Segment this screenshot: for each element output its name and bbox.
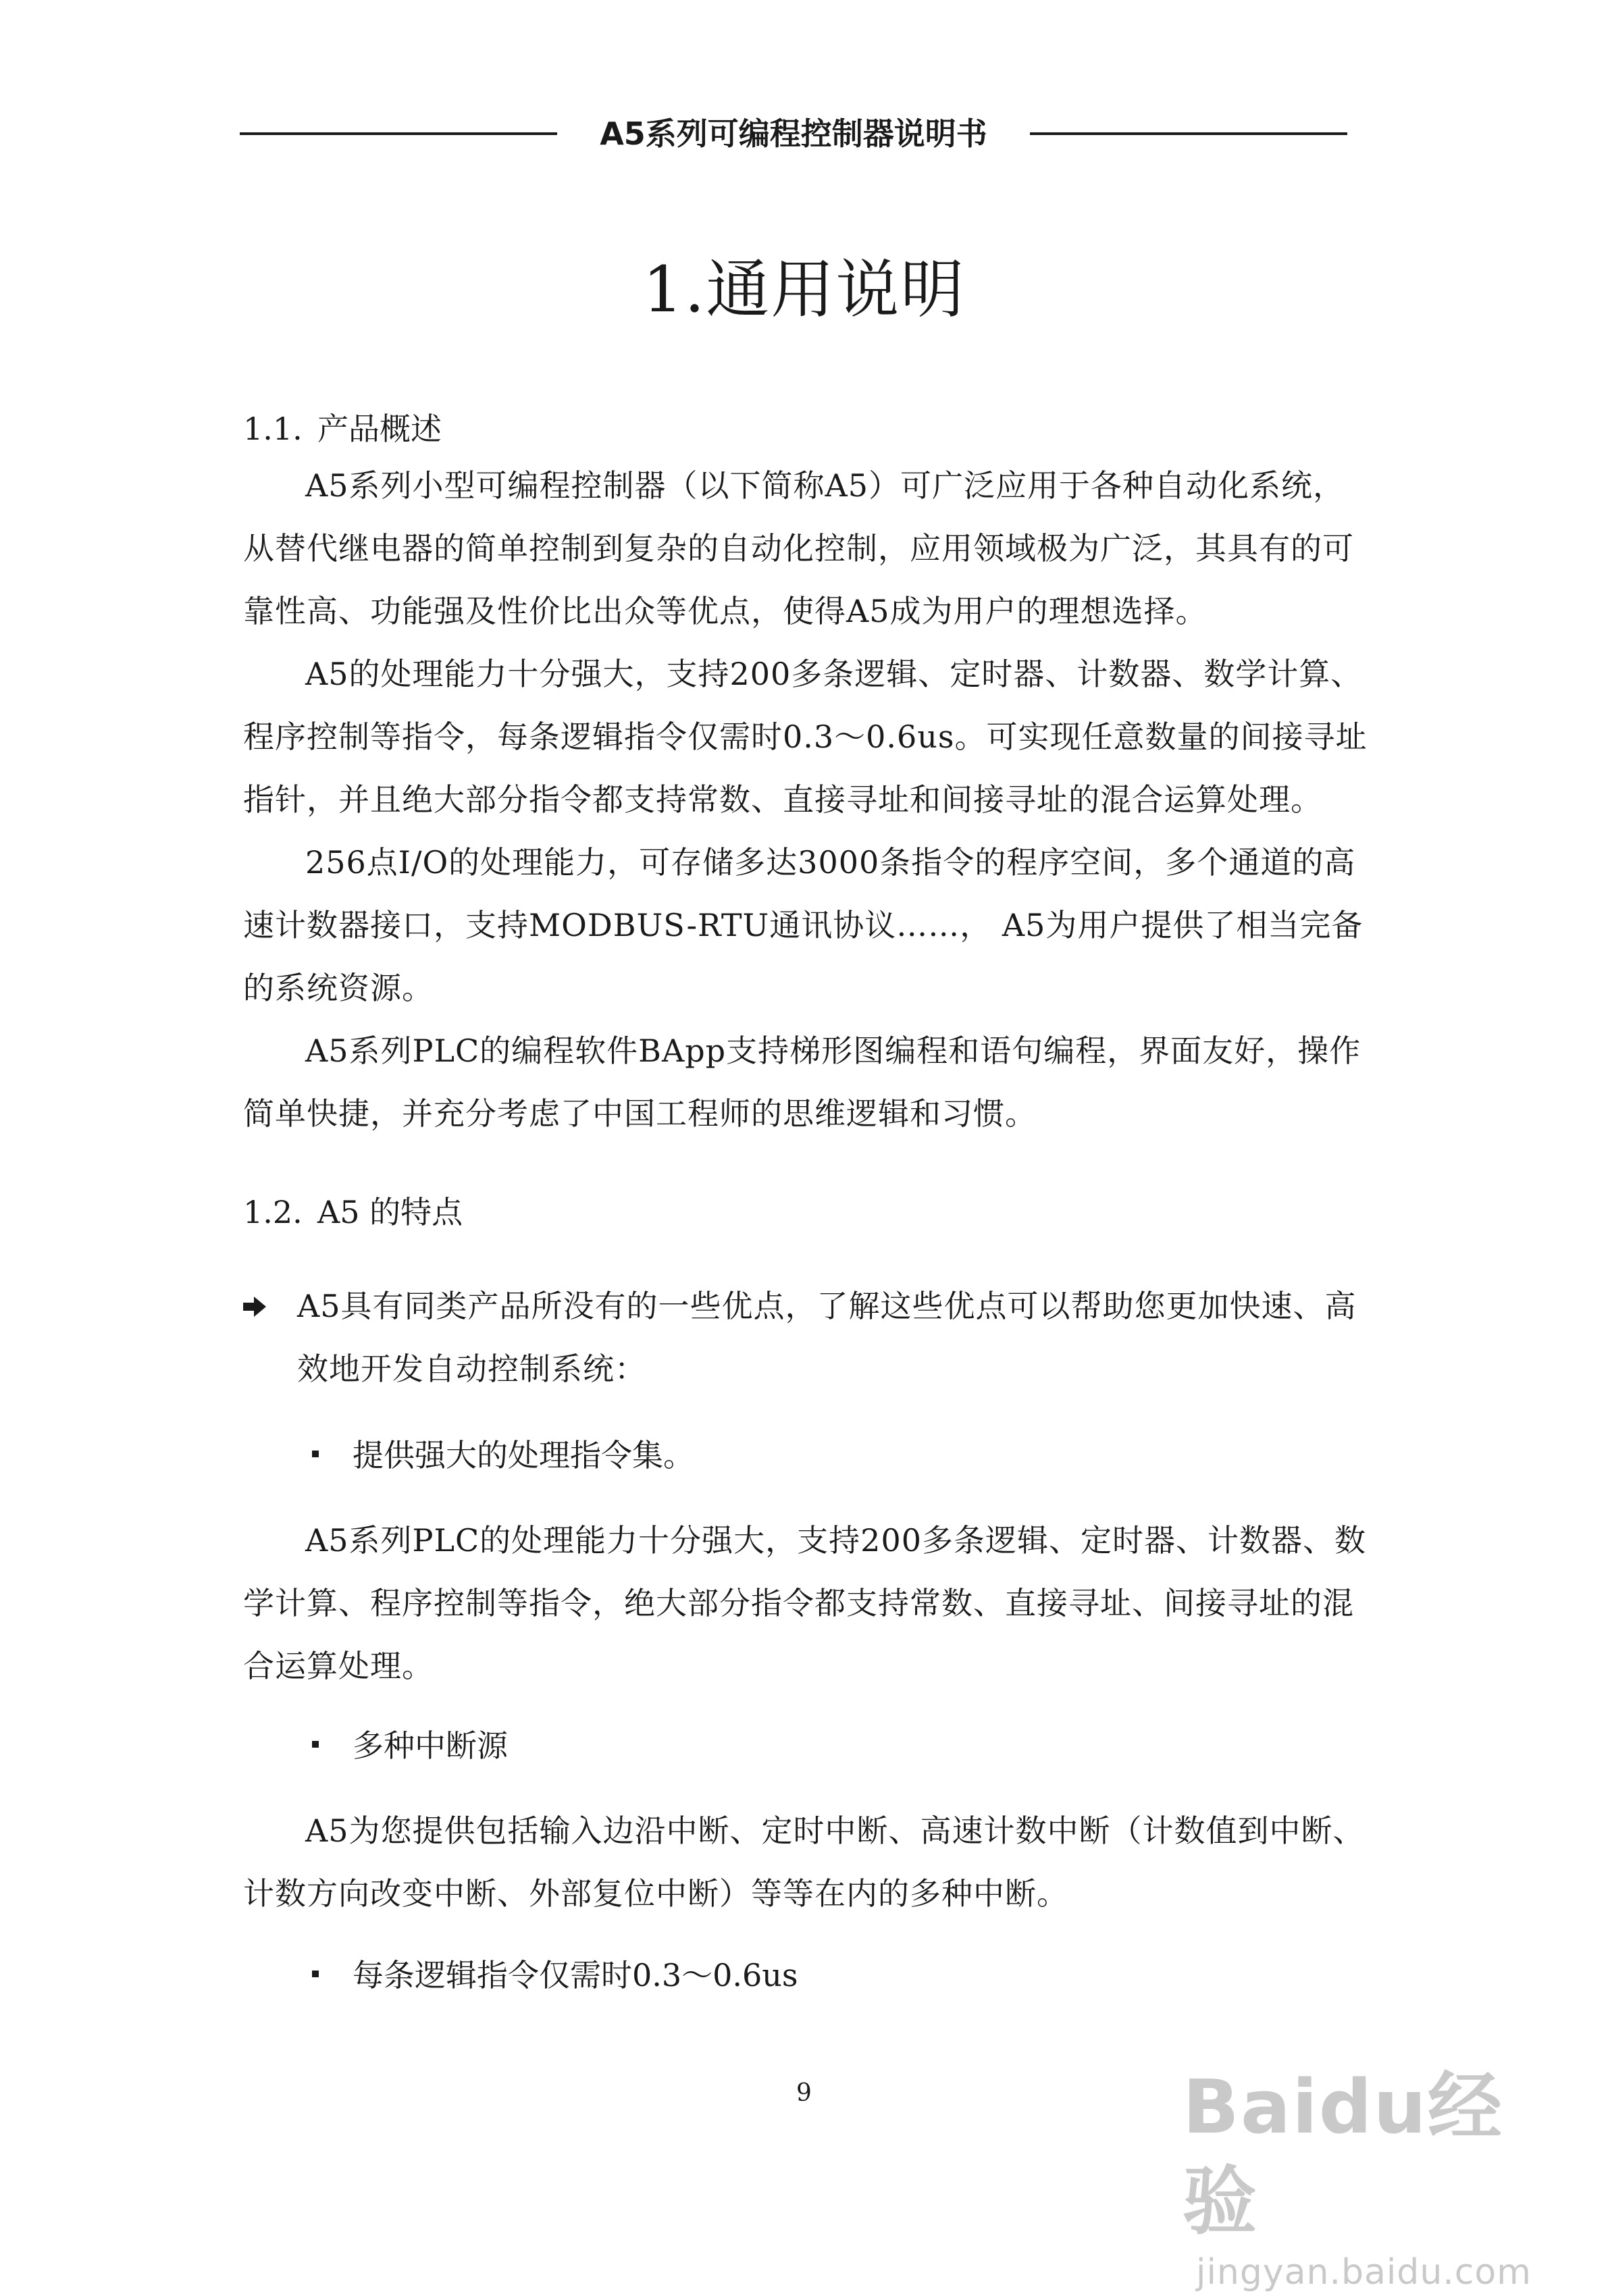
page-header [240, 113, 1347, 167]
section-title: A5 的特点 [317, 1194, 463, 1230]
paragraph-overview-3: 256点I/O的处理能力，可存储多达3000条指令的程序空间，多个通道的高速计数器接口，支持MODBUS-RTU通讯协议……， A5为用户提供了相当完备的系统资源。 [243, 844, 1364, 1006]
section-title: 产品概述 [317, 411, 442, 447]
feature-bullet-3 [312, 1955, 798, 1995]
square-bullet-icon [312, 1971, 319, 1977]
header-rule-left [240, 132, 557, 135]
watermark-logo: Baidu经验 [1183, 2064, 1503, 2245]
feature-title: 多种中断源 [353, 1727, 508, 1764]
section-number: 1.1. [243, 411, 303, 447]
section-heading-1-2 [243, 1192, 463, 1232]
paragraph-overview-1: A5系列小型可编程控制器（以下简称A5）可广泛应用于各种自动化系统，从替代继电器的简单控制到复杂的自动化控制，应用领域极为广泛，其具有的可靠性高、功能强及性价比出众等优点，使得A5成为用户的理想选择。 [243, 467, 1354, 629]
feature-bullet-1 [312, 1435, 694, 1476]
square-bullet-icon [312, 1741, 319, 1748]
feature-bullet-2 [312, 1725, 508, 1766]
feature-body-2: A5为您提供包括输入边沿中断、定时中断、高速计数中断（计数值到中断、计数方向改变中断、外部复位中断）等等在内的多种中断。 [243, 1812, 1365, 1912]
feature-title: 提供强大的处理指令集。 [353, 1437, 694, 1473]
square-bullet-icon [312, 1451, 319, 1457]
baidu-watermark [1183, 2060, 1534, 2293]
watermark-url: jingyan.baidu.com [1196, 2252, 1532, 2293]
header-title: A5系列可编程控制器说明书 [600, 115, 987, 152]
right-arrow-icon [243, 1275, 284, 1338]
chapter-title: 1.通用说明 [642, 253, 966, 327]
header-rule-right [1030, 132, 1347, 135]
paragraph-overview-2: A5的处理能力十分强大，支持200多条逻辑、定时器、计数器、数学计算、程序控制等指令，每条逻辑指令仅需时0.3～0.6us。可实现任意数量的间接寻址指针，并且绝大部分指令都支持常数、直接寻址和间接寻址的混合运算处理。 [243, 656, 1368, 818]
section-heading-1-1 [243, 409, 442, 449]
feature-title: 每条逻辑指令仅需时0.3～0.6us [353, 1957, 798, 1993]
paragraph-overview-4: A5系列PLC的编程软件BApp支持梯形图编程和语句编程，界面友好，操作简单快捷，并充分考虑了中国工程师的思维逻辑和习惯。 [243, 1033, 1361, 1132]
page-number: 9 [796, 2079, 812, 2107]
section-number: 1.2. [243, 1194, 303, 1230]
feature-body-1: A5系列PLC的处理能力十分强大，支持200多条逻辑、定时器、计数器、数学计算、程序控制等指令，绝大部分指令都支持常数、直接寻址、间接寻址的混合运算处理。 [243, 1522, 1366, 1684]
features-intro-text: A5具有同类产品所没有的一些优点，了解这些优点可以帮助您更加快速、高效地开发自动控制系统： [297, 1288, 1357, 1387]
features-intro [243, 1275, 1368, 1401]
